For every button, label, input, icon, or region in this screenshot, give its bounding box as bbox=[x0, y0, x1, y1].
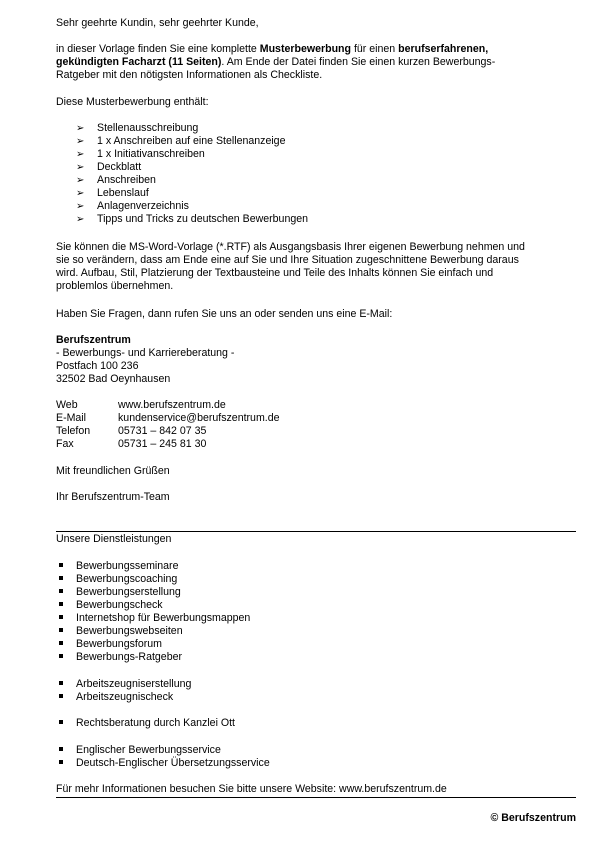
service-list-item bbox=[59, 612, 250, 625]
contents-list-item bbox=[76, 135, 285, 148]
company-name: Berufszentrum bbox=[56, 334, 131, 346]
contents-list-item bbox=[76, 200, 189, 213]
square-bullet-icon bbox=[59, 615, 63, 619]
contents-list-item bbox=[76, 161, 141, 174]
contents-list-label: Anlagenverzeichnis bbox=[97, 200, 189, 212]
service-list-item bbox=[59, 691, 173, 704]
service-label: Internetshop für Bewerbungsmappen bbox=[76, 612, 251, 624]
address-street: Postfach 100 236 bbox=[56, 360, 139, 372]
contact-row-telefon bbox=[56, 425, 206, 438]
contents-list-label: Lebenslauf bbox=[97, 187, 149, 199]
service-label: Bewerbungscheck bbox=[76, 599, 163, 611]
address-company bbox=[56, 334, 131, 347]
intro-text: in dieser Vorlage finden Sie eine komplette bbox=[56, 43, 260, 55]
arrow-bullet-icon: ➢ bbox=[76, 175, 85, 186]
intro-text: für einen bbox=[351, 43, 399, 55]
contents-list-label: Stellenausschreibung bbox=[97, 122, 199, 134]
contact-label: E-Mail bbox=[56, 412, 87, 424]
contents-list-item bbox=[76, 122, 198, 135]
closing: Mit freundlichen Grüßen bbox=[56, 465, 170, 477]
intro-line-1 bbox=[56, 43, 488, 56]
service-label: Bewerbungsseminare bbox=[76, 560, 179, 572]
square-bullet-icon bbox=[59, 720, 63, 724]
square-bullet-icon bbox=[59, 681, 63, 685]
contents-list-label: 1 x Initiativanschreiben bbox=[97, 148, 205, 160]
service-list-item bbox=[59, 744, 221, 757]
square-bullet-icon bbox=[59, 589, 63, 593]
contact-row-web bbox=[56, 399, 226, 412]
contents-list-item bbox=[76, 174, 156, 187]
address-tagline: - Bewerbungs- und Karriereberatung - bbox=[56, 347, 235, 359]
footer-text: Für mehr Informationen besuchen Sie bitte unsere Website: www.berufszentrum.de bbox=[56, 783, 447, 795]
service-list-item bbox=[59, 651, 182, 664]
contents-list-item bbox=[76, 148, 205, 161]
square-bullet-icon bbox=[59, 694, 63, 698]
service-label: Deutsch-Englischer Übersetzungsservice bbox=[76, 757, 270, 769]
contents-heading: Diese Musterbewerbung enthält: bbox=[56, 96, 209, 108]
service-label: Arbeitszeugniserstellung bbox=[76, 678, 192, 690]
contact-row-fax bbox=[56, 438, 206, 451]
address-city: 32502 Bad Oeynhausen bbox=[56, 373, 171, 385]
usage-line: wird. Aufbau, Stil, Platzierung der Textbausteine und Teile des Inhalts können Sie einfach und bbox=[56, 267, 494, 279]
service-label: Bewerbungs-Ratgeber bbox=[76, 651, 182, 663]
contact-value: 05731 – 245 81 30 bbox=[118, 438, 207, 450]
contents-list-item bbox=[76, 187, 149, 200]
service-label: Bewerbungswebseiten bbox=[76, 625, 183, 637]
square-bullet-icon bbox=[59, 628, 63, 632]
square-bullet-icon bbox=[59, 576, 63, 580]
arrow-bullet-icon: ➢ bbox=[76, 123, 85, 134]
service-list-item bbox=[59, 625, 183, 638]
intro-bold-berufserfahren: berufserfahrenen, bbox=[398, 43, 489, 55]
service-label: Bewerbungsforum bbox=[76, 638, 162, 650]
service-list-item bbox=[59, 599, 163, 612]
contact-label: Telefon bbox=[56, 425, 91, 437]
contact-label: Fax bbox=[56, 438, 74, 450]
questions-text: Haben Sie Fragen, dann rufen Sie uns an oder senden uns eine E-Mail: bbox=[56, 308, 393, 320]
arrow-bullet-icon: ➢ bbox=[76, 162, 85, 173]
contents-list-label: 1 x Anschreiben auf eine Stellenanzeige bbox=[97, 135, 286, 147]
service-list-item bbox=[59, 560, 178, 573]
service-label: Bewerbungscoaching bbox=[76, 573, 178, 585]
square-bullet-icon bbox=[59, 760, 63, 764]
contents-list-label: Tipps und Tricks zu deutschen Bewerbungen bbox=[97, 213, 309, 225]
square-bullet-icon bbox=[59, 654, 63, 658]
square-bullet-icon bbox=[59, 563, 63, 567]
contents-list-item bbox=[76, 213, 308, 226]
intro-line-2 bbox=[56, 56, 495, 69]
divider-top bbox=[56, 531, 576, 532]
service-list-item bbox=[59, 586, 181, 599]
service-label: Englischer Bewerbungsservice bbox=[76, 744, 221, 756]
arrow-bullet-icon: ➢ bbox=[76, 188, 85, 199]
contact-link[interactable]: kundenservice@berufszentrum.de bbox=[118, 412, 280, 424]
service-label: Rechtsberatung durch Kanzlei Ott bbox=[76, 717, 235, 729]
contact-value: 05731 – 842 07 35 bbox=[118, 425, 207, 437]
arrow-bullet-icon: ➢ bbox=[76, 201, 85, 212]
service-label: Bewerbungserstellung bbox=[76, 586, 181, 598]
service-list-item bbox=[59, 717, 235, 730]
service-list-item bbox=[59, 678, 191, 691]
intro-bold-musterbewerbung: Musterbewerbung bbox=[259, 43, 351, 55]
arrow-bullet-icon: ➢ bbox=[76, 214, 85, 225]
square-bullet-icon bbox=[59, 747, 63, 751]
arrow-bullet-icon: ➢ bbox=[76, 136, 85, 147]
service-list-item bbox=[59, 757, 270, 770]
greeting: Sehr geehrte Kundin, sehr geehrter Kunde, bbox=[56, 17, 259, 29]
intro-line-3: Ratgeber mit den nötigsten Informationen als Checkliste. bbox=[56, 69, 323, 81]
intro-bold-facharzt: gekündigten Facharzt (11 Seiten) bbox=[56, 56, 222, 68]
intro-text: . Am Ende der Datei finden Sie einen kurzen Bewerbungs- bbox=[221, 56, 496, 68]
usage-line: Sie können die MS-Word-Vorlage (*.RTF) als Ausgangsbasis Ihrer eigenen Bewerbung nehmen und bbox=[56, 241, 525, 253]
usage-line: sie so verändern, dass am Ende eine auf Sie und Ihre Situation zugeschnittene Bewerbung daraus bbox=[56, 254, 519, 266]
copyright: © Berufszentrum bbox=[490, 812, 576, 824]
contents-list-label: Deckblatt bbox=[97, 161, 142, 173]
contents-list-label: Anschreiben bbox=[97, 174, 156, 186]
service-list-item bbox=[59, 573, 177, 586]
service-list-item bbox=[59, 638, 162, 651]
services-heading: Unsere Dienstleistungen bbox=[56, 533, 172, 545]
divider-bottom bbox=[56, 797, 576, 798]
arrow-bullet-icon: ➢ bbox=[76, 149, 85, 160]
signature: Ihr Berufszentrum-Team bbox=[56, 491, 170, 503]
service-label: Arbeitszeugnischeck bbox=[76, 691, 174, 703]
square-bullet-icon bbox=[59, 641, 63, 645]
usage-line: problemlos übernehmen. bbox=[56, 280, 174, 292]
square-bullet-icon bbox=[59, 602, 63, 606]
contact-link[interactable]: www.berufszentrum.de bbox=[118, 399, 226, 411]
contact-row-email bbox=[56, 412, 280, 425]
contact-label: Web bbox=[56, 399, 78, 411]
